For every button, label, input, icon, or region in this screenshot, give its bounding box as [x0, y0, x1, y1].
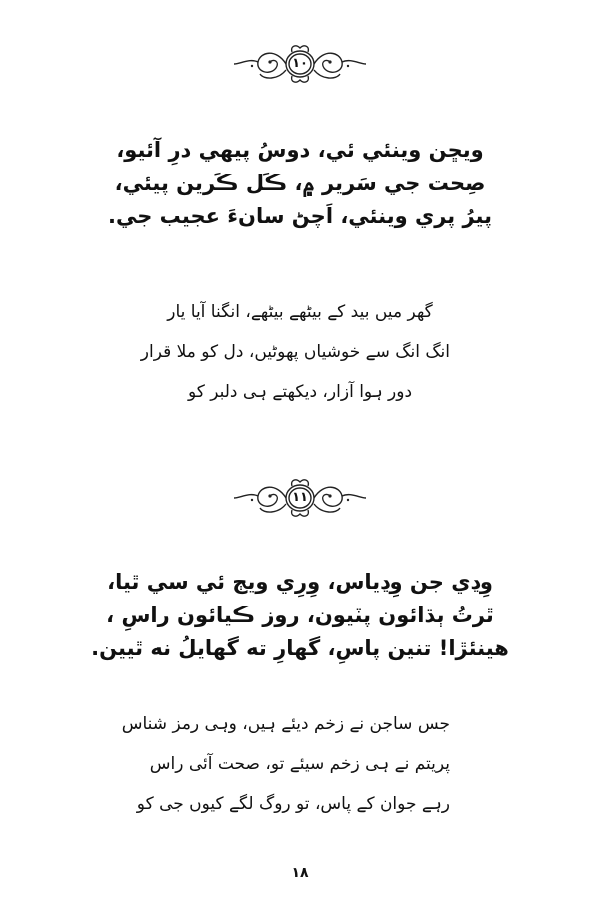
- sindhi-line: ٿرتُ ٻڌائون پٽيون، روز ڪيائون راسِ ،: [106, 603, 494, 627]
- urdu-line: رہے جوان کے پاس، تو روگ لگے کیوں جی کو: [136, 794, 450, 814]
- urdu-line: جس ساجن نے زخم دیئے ہیں، وہی رمز شناس: [121, 714, 450, 734]
- urdu-line: گھر میں بید کے بیٹھے بیٹھے، انگنا آیا یار: [167, 302, 433, 322]
- page-number: ١٨: [291, 865, 309, 881]
- section-number: ١١: [292, 490, 308, 506]
- sindhi-line: هينئڙا! تنين پاسِ، گھارِ ته گھايلُ نه ٿيين.: [91, 636, 509, 660]
- sindhi-line: صِحت جي سَرير ۾، ڪَل ڪَرين پيئي،: [114, 171, 486, 195]
- sindhi-line: وِڍي جن وِڍياس، وِرِي ويڄ ئي سي ٿيا،: [107, 570, 493, 594]
- urdu-stanza-2: [121, 704, 450, 824]
- urdu-line: انگ انگ سے خوشیاں پھوٹیں، دل کو ملا قرار: [140, 342, 450, 362]
- urdu-line: پریتم نے ہی زخم سیئے تو، صحت آئی راس: [149, 754, 450, 774]
- urdu-stanza-1: [140, 292, 450, 412]
- section-ornament-2: [0, 476, 600, 520]
- section-number: ١٠: [292, 56, 308, 72]
- sindhi-stanza-1: [90, 134, 510, 233]
- sindhi-stanza-2: [90, 566, 510, 665]
- sindhi-line: ويڇن وينئي ئي، دوسُ پيھي درِ آئيو،: [116, 138, 484, 162]
- section-ornament-1: [0, 42, 600, 86]
- urdu-line: دور ہوا آزار، دیکھتے ہی دلبر کو: [187, 382, 413, 402]
- sindhi-line: پيرُ پري وينئي، اَچڻ سانءَ عجيب جي.: [108, 204, 492, 228]
